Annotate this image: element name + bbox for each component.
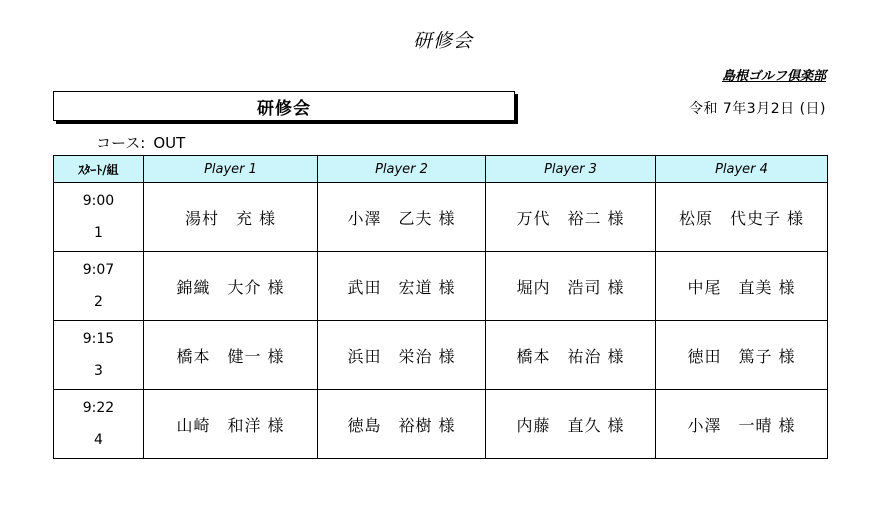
player-cell — [318, 390, 486, 459]
start-time: 9:15 — [82, 331, 115, 347]
player-name: 小澤 一晴 — [687, 415, 773, 435]
document-title: 研修会 — [412, 30, 473, 52]
start-cell — [54, 390, 144, 459]
player-name: 中尾 直美 — [687, 277, 773, 297]
player-name: 錦織 大介 — [176, 277, 262, 297]
player-cell — [144, 390, 318, 459]
honorific: 様 — [778, 277, 796, 297]
honorific: 様 — [607, 415, 625, 435]
header-player-1: Player 1 — [144, 156, 318, 183]
player-name: 湯村 充 — [184, 208, 253, 228]
honorific: 様 — [438, 208, 456, 228]
player-cell — [144, 252, 318, 321]
header-player-3: Player 3 — [486, 156, 656, 183]
honorific: 様 — [267, 277, 285, 297]
player-name: 橋本 健一 — [176, 346, 262, 366]
player-name: 堀内 浩司 — [516, 277, 602, 297]
player-name: 万代 裕二 — [516, 208, 602, 228]
honorific: 様 — [267, 415, 285, 435]
event-title: 研修会 — [257, 98, 311, 119]
player-name: 徳田 篤子 — [687, 346, 773, 366]
group-number: 4 — [94, 432, 103, 448]
start-time: 9:22 — [82, 400, 115, 416]
player-name: 橋本 祐治 — [516, 346, 602, 366]
player-name: 徳島 裕樹 — [347, 415, 433, 435]
table-row — [54, 390, 828, 459]
player-name: 松原 代史子 — [678, 208, 781, 228]
header-row — [54, 156, 828, 183]
player-name: 小澤 乙夫 — [347, 208, 433, 228]
honorific: 様 — [267, 346, 285, 366]
start-cell — [54, 252, 144, 321]
player-cell — [656, 321, 828, 390]
event-title-box — [53, 91, 515, 121]
honorific: 様 — [607, 277, 625, 297]
course-info — [96, 132, 185, 153]
player-cell — [144, 183, 318, 252]
player-cell — [486, 252, 656, 321]
player-cell — [486, 321, 656, 390]
table-row — [54, 252, 828, 321]
player-name: 山崎 和洋 — [176, 415, 262, 435]
header-start-group: ｽﾀｰﾄ/組 — [54, 156, 144, 183]
player-cell — [318, 321, 486, 390]
honorific: 様 — [778, 346, 796, 366]
player-name: 浜田 栄治 — [347, 346, 433, 366]
start-time: 9:07 — [82, 262, 115, 278]
table-row — [54, 183, 828, 252]
player-name: 武田 宏道 — [347, 277, 433, 297]
course-value: OUT — [153, 134, 186, 152]
table-row — [54, 321, 828, 390]
honorific: 様 — [438, 277, 456, 297]
header-player-4: Player 4 — [656, 156, 828, 183]
player-cell — [486, 390, 656, 459]
player-cell — [486, 183, 656, 252]
honorific: 様 — [787, 208, 805, 228]
header-player-2: Player 2 — [318, 156, 486, 183]
honorific: 様 — [438, 415, 456, 435]
honorific: 様 — [778, 415, 796, 435]
start-time: 9:00 — [82, 193, 115, 209]
honorific: 様 — [259, 208, 277, 228]
group-number: 1 — [94, 225, 103, 241]
player-cell — [656, 183, 828, 252]
honorific: 様 — [607, 346, 625, 366]
pairing-table — [53, 155, 828, 459]
group-number: 3 — [94, 363, 103, 379]
start-cell — [54, 183, 144, 252]
club-name: 島根ゴルフ倶楽部 — [721, 69, 826, 84]
player-cell — [318, 252, 486, 321]
course-label: コース: — [96, 134, 146, 152]
player-cell — [656, 252, 828, 321]
player-cell — [318, 183, 486, 252]
player-cell — [656, 390, 828, 459]
player-name: 内藤 直久 — [516, 415, 602, 435]
event-date: 令和 7年3月2日 (日) — [688, 101, 826, 117]
start-cell — [54, 321, 144, 390]
group-number: 2 — [94, 294, 103, 310]
honorific: 様 — [438, 346, 456, 366]
player-cell — [144, 321, 318, 390]
honorific: 様 — [607, 208, 625, 228]
